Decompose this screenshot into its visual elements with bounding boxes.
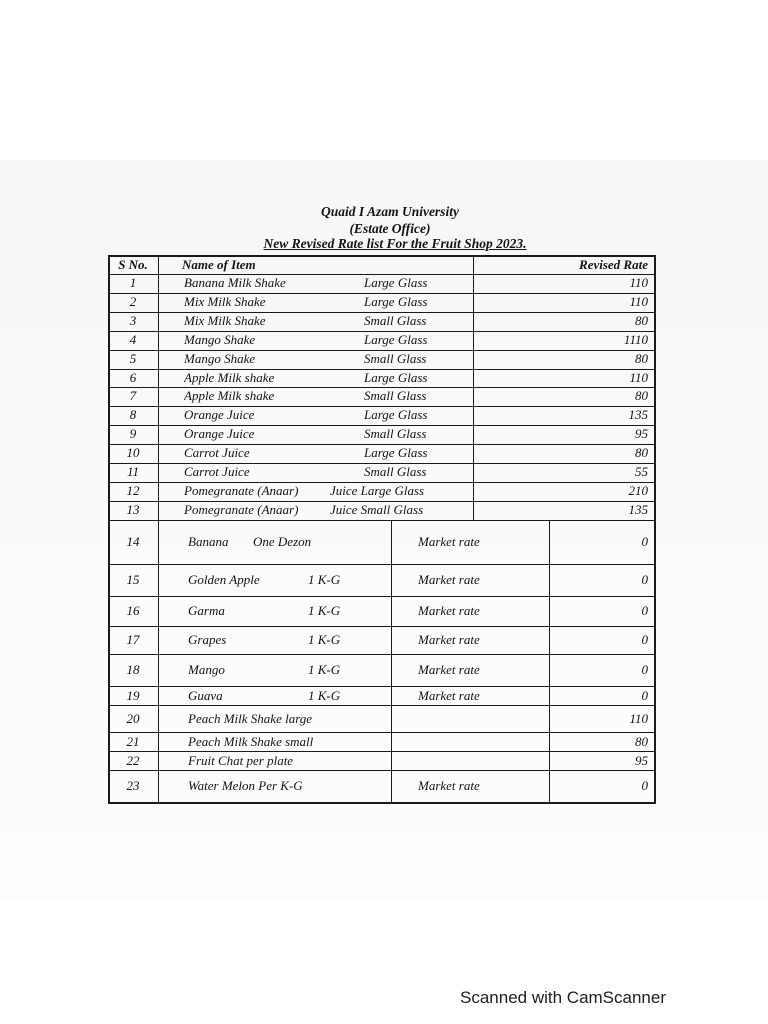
- row-rate: 135: [628, 407, 648, 423]
- row-item-size: Large Glass: [364, 331, 428, 347]
- column-header-rate: Revised Rate: [579, 257, 648, 272]
- row-sn: 2: [129, 293, 137, 309]
- row-item-name: Banana Milk Shake: [184, 275, 286, 290]
- row-item-size: Juice Large Glass: [330, 482, 425, 498]
- row-item-name: Pomegranate (Anaar): [184, 482, 299, 498]
- row-rate: 110: [629, 369, 648, 385]
- row-sn: 22: [126, 753, 140, 768]
- row-item-name: Pomegranate (Anaar): [184, 501, 299, 517]
- row-rate: 80: [635, 734, 648, 749]
- row-item-qty: 1 K-G: [308, 688, 341, 703]
- row-item-name: Garma: [188, 603, 225, 618]
- row-sn: 4: [129, 331, 137, 347]
- row-item-name: Mango Shake: [184, 331, 256, 347]
- row-rate: 80: [635, 388, 648, 404]
- row-item-name: Peach Milk Shake small: [188, 734, 314, 749]
- row-item-name: Grapes: [188, 632, 227, 647]
- row-rate: 80: [635, 350, 648, 366]
- row-item-name: Mix Milk Shake: [184, 312, 266, 328]
- row-item-name: Mango Shake: [184, 350, 256, 366]
- row-rate: 110: [629, 275, 648, 290]
- row-sn: 21: [126, 734, 140, 749]
- row-sn: 14: [126, 533, 140, 549]
- row-item-qty: One Dezon: [253, 533, 312, 549]
- row-rate: 0: [641, 533, 648, 549]
- row-item-name: Carrot Juice: [184, 445, 250, 461]
- row-sn: 3: [129, 312, 137, 328]
- column-divider-sn: [158, 255, 159, 802]
- row-item-qty: 1 K-G: [308, 572, 341, 587]
- row-rate: 110: [629, 293, 648, 309]
- row-item-size: Large Glass: [364, 369, 428, 385]
- row-item-size: Large Glass: [364, 275, 428, 290]
- row-sn: 7: [129, 388, 137, 404]
- row-sn: 13: [126, 501, 140, 517]
- row-note: [418, 732, 543, 751]
- row-item-size: Small Glass: [364, 464, 427, 479]
- row-sn: 9: [129, 426, 137, 442]
- row-rate: 80: [635, 445, 648, 461]
- row-rate: 0: [641, 572, 648, 587]
- table-border-right: [654, 255, 656, 802]
- row-note: Market rate: [418, 662, 480, 677]
- row-sn: 1: [129, 275, 137, 290]
- row-item-name: Water Melon Per K-G: [188, 778, 303, 793]
- row-item-qty: [308, 770, 388, 802]
- row-sn: 23: [126, 778, 140, 793]
- row-note: [418, 751, 543, 770]
- row-rate: 0: [641, 662, 648, 677]
- row-note: Market rate: [418, 533, 480, 549]
- row-rate: 135: [628, 501, 648, 517]
- row-item-name: Golden Apple: [188, 572, 260, 587]
- row-item-qty: 1 K-G: [308, 632, 341, 647]
- university-title: Quaid I Azam University: [321, 204, 459, 219]
- row-item-name: Peach Milk Shake large: [188, 711, 313, 726]
- row-item-qty: [308, 751, 388, 770]
- row-rate: 0: [641, 632, 648, 647]
- row-rate: 110: [629, 711, 648, 726]
- office-subtitle: (Estate Office): [349, 221, 431, 236]
- row-sn: 18: [126, 662, 140, 677]
- row-divider: [108, 802, 654, 803]
- row-item-size: Large Glass: [364, 293, 428, 309]
- row-rate: 80: [635, 312, 648, 328]
- row-item-name: Carrot Juice: [184, 464, 250, 479]
- row-rate: 0: [641, 603, 648, 618]
- row-rate: 0: [641, 688, 648, 703]
- row-item-size: Large Glass: [364, 407, 428, 423]
- row-sn: 11: [126, 464, 140, 479]
- row-item-size: Small Glass: [364, 426, 427, 442]
- row-rate: 95: [635, 426, 648, 442]
- row-item-name: Guava: [188, 688, 223, 703]
- row-sn: 16: [126, 603, 140, 618]
- row-item-name: Banana: [188, 533, 229, 549]
- row-rate: 0: [641, 778, 648, 793]
- row-item-name: Mix Milk Shake: [184, 293, 266, 309]
- row-item-qty: [308, 732, 388, 751]
- row-sn: 12: [126, 482, 140, 498]
- row-note: Market rate: [418, 603, 480, 618]
- row-sn: 6: [129, 369, 137, 385]
- row-item-size: Small Glass: [364, 350, 427, 366]
- row-note: Market rate: [418, 632, 480, 647]
- row-sn: 10: [126, 445, 140, 461]
- row-item-qty: 1 K-G: [308, 603, 341, 618]
- row-rate: 55: [635, 464, 648, 479]
- row-sn: 15: [126, 572, 140, 587]
- row-sn: 17: [126, 632, 140, 647]
- row-note: Market rate: [418, 572, 480, 587]
- row-item-qty: 1 K-G: [308, 662, 341, 677]
- column-header-name: Name of Item: [182, 257, 256, 272]
- row-item-size: Large Glass: [364, 445, 428, 461]
- row-item-name: Fruit Chat per plate: [188, 753, 294, 768]
- column-header-sn: S No.: [118, 257, 148, 272]
- row-item-qty: [308, 705, 388, 732]
- row-rate: 95: [635, 753, 648, 768]
- row-item-size: Small Glass: [364, 388, 427, 404]
- row-item-name: Orange Juice: [184, 426, 255, 442]
- row-item-name: Orange Juice: [184, 407, 255, 423]
- row-sn: 8: [129, 407, 137, 423]
- row-note: Market rate: [418, 688, 480, 703]
- row-note: Market rate: [418, 778, 480, 793]
- rate-list-title: New Revised Rate list For the Fruit Shop 2023.: [263, 236, 527, 251]
- row-item-size: Small Glass: [364, 312, 427, 328]
- column-divider-middle: [391, 520, 392, 802]
- camscanner-watermark: Scanned with CamScanner: [460, 988, 667, 1007]
- row-item-name: Mango: [188, 662, 225, 677]
- row-item-size: Juice Small Glass: [330, 501, 424, 517]
- row-item-name: Apple Milk shake: [184, 369, 275, 385]
- row-rate: 1110: [623, 331, 648, 347]
- row-sn: 20: [126, 711, 140, 726]
- row-note: [418, 705, 543, 732]
- row-rate: 210: [628, 482, 648, 498]
- row-item-name: Apple Milk shake: [184, 388, 275, 404]
- row-sn: 5: [129, 350, 137, 366]
- row-sn: 19: [126, 688, 140, 703]
